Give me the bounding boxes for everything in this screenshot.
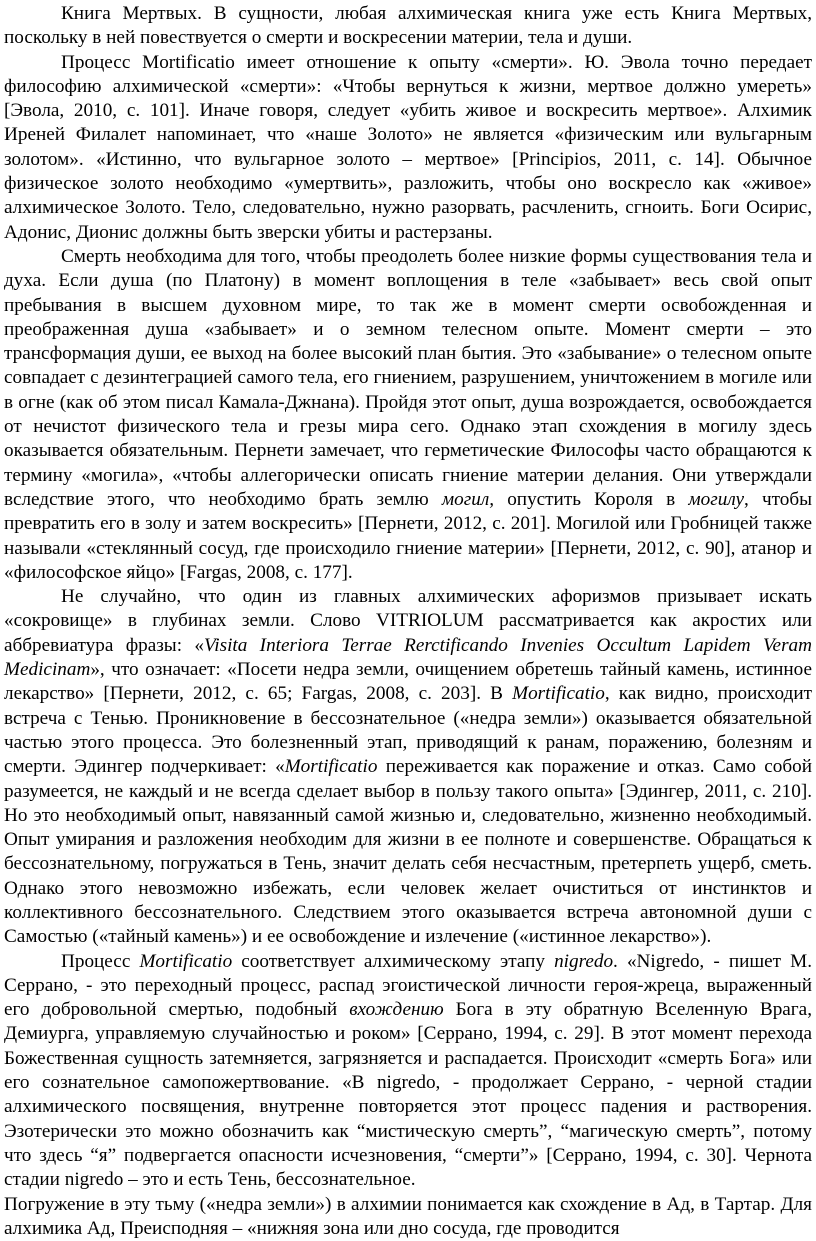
italic-text: nigredo — [554, 950, 614, 972]
paragraph-text: Погружение в эту тьму («недра земли») в алхимии понимается как схождение в Ад, в Тартар. Для алхимика Ад, Преисподняя – «нижняя зона или дно сосуда, где проводится — [4, 1193, 812, 1239]
paragraph-text: . «Nigredo, - пишет М. Серрано, - это переходный процесс, распад эгоистической личности героя-жреца, выраженный его добровольной смертью, подобный — [4, 950, 812, 1021]
body-paragraph — [4, 950, 812, 1193]
italic-text: могил, — [441, 488, 494, 510]
paragraph-text: соответствует алхимическому этапу — [232, 950, 555, 972]
body-paragraph — [4, 51, 812, 245]
body-paragraph — [4, 2, 812, 51]
paragraph-text: Книга Мертвых. В сущности, любая алхимическая книга уже есть Книга Мертвых, поскольку в ней повествуется о смерти и воскресении материи, тела и души. — [4, 3, 812, 49]
paragraph-text: переживается как поражение и отказ. Само собой разумеется, не каждый и не всегда сделает выбор в пользу такого опыта» [Эдингер, 2011, с. 210]. Но это необходимый опыт, навязанный самой жизнью и, следовательно, жизненно необходимый. Опыт умирания и разложения необходим для жизни в ее полноте и совершенстве. Обращаться к бессознательному, погружаться в Тень, значит делать себя несчастным, претерпеть ущерб, сметь. Однако этого невозможно избежать, если человек желает очиститься от инстинктов и коллективного бессознательного. Следствием этого оказывается встреча автономной души с Самостью («тайный камень») и ее освобождение и излечение («истинное лекарство»). — [4, 756, 812, 948]
italic-text: могилу — [688, 488, 744, 510]
paragraph-text: , чтобы превратить его в золу и затем воскресить» [Пернети, 2012, с. 201]. Могилой или Гробницей также называли «стеклянный сосуд, где происходило гниение материи» [Пернети, 2012, с. 90], атанор и «философское яйцо» [Fargas, 2008, с. 177]. — [4, 488, 813, 583]
italic-text: Mortificatio — [284, 756, 378, 778]
italic-text: Visita Interiora Terrae Rerctificando Invenies Occultum Lapidem Veram Medicinam — [4, 634, 812, 681]
italic-text: Mortificatio — [139, 950, 233, 972]
paragraph-text: опустить Короля в — [494, 488, 689, 510]
paragraph-text: Смерть необходима для того, чтобы преодолеть более низкие формы существования тела и духа. Если душа (по Платону) в момент воплощения в теле «забывает» весь свой опыт пребывания в высшем духовном мире, то так же в момент смерти освобожденная и преображенная душа «забывает» и о земном телесном опыте. Момент смерти – это трансформация души, ее выход на более высокий план бытия. Это «забывание» о телесном опыте совпадает с дезинтеграцией самого тела, его гниением, разрушением, уничтожением в могиле или в огне (как об этом писал Камала-Джнана). Пройдя этот опыт, душа возрождается, освобождается от нечистот физического тела и грезы мира сего. Однако этап схождения в могилу здесь оказывается обязательным. Пернети замечает, что герметические Философы часто обращаются к термину «могила», «чтобы аллегорически описать гниение материи делания. Они утверждали вследствие этого, что необходимо брать землю — [4, 245, 812, 510]
paragraph-text: », что означает: «Посети недра земли, очищением обретешь тайный камень, истинное лекарство» [Пернети, 2012, с. 65; Fargas, 2008, с. 203]. В — [4, 659, 812, 705]
paragraph-text: Бога в эту обратную Вселенную Врага, Демиурга, управляемую случайностью и роком» [Серрано, 1994, с. 29]. В этот момент перехода Божественная сущность затемняется, загрязняется и распадается. Происходит «смерть Бога» или его сознательное самопожертвование. «В nigredo, - продолжает Серрано, - черной стадии алхимического посвящения, внутренне повторяется этот процесс падения и растворения. Эзотерически это можно обозначить как “мистическую смерть”, “магическую смерть”, потому что здесь “я” подвергается опасности исчезновения, “смерти”» [Серрано, 1994, с. 30]. Чернота стадии nigredo – это и есть Тень, бессознательное. — [4, 999, 812, 1191]
body-paragraph — [4, 585, 812, 949]
italic-text: Mortificatio — [512, 683, 605, 705]
paragraph-text: Процесс Mortificatio имеет отношение к опыту «смерти». Ю. Эвола точно передает философию алхимической «смерти»: «Чтобы вернуться к жизни, мертвое должно умереть» [Эвола, 2010, с. 101]. Иначе говоря, следует «убить живое и воскресить мертвое». Алхимик Иреней Филалет напоминает, что «наше Золото» не является «физическим или вульгарным золотом». «Истинно, что вульгарное золото – мертвое» [Principios, 2011, с. 14]. Обычное физическое золото необходимо «умертвить», разложить, чтобы оно воскресло как «живое» алхимическое Золото. Тело, следовательно, нужно разорвать, расчленить, сгноить. Боги Осирис, Адонис, Дионис должны быть зверски убиты и растерзаны. — [4, 51, 812, 243]
italic-text: вхождению — [349, 999, 444, 1021]
body-paragraph — [4, 245, 812, 585]
paragraph-text: , как видно, происходит встреча с Тенью. Проникновение в бессознательное («недра земли») оказывается обязательной частью этого процесса. Это болезненный этап, приводящий к ранам, поражению, болезням и смерти. Эдингер подчеркивает: « — [4, 683, 812, 778]
paragraph-text: Процесс — [61, 950, 140, 972]
paragraph-text: Не случайно, что один из главных алхимических афоризмов призывает искать «сокровище» в глубинах земли. Слово VITRIOLUM рассматривается как акростих или аббревиатура фразы: « — [4, 586, 812, 656]
